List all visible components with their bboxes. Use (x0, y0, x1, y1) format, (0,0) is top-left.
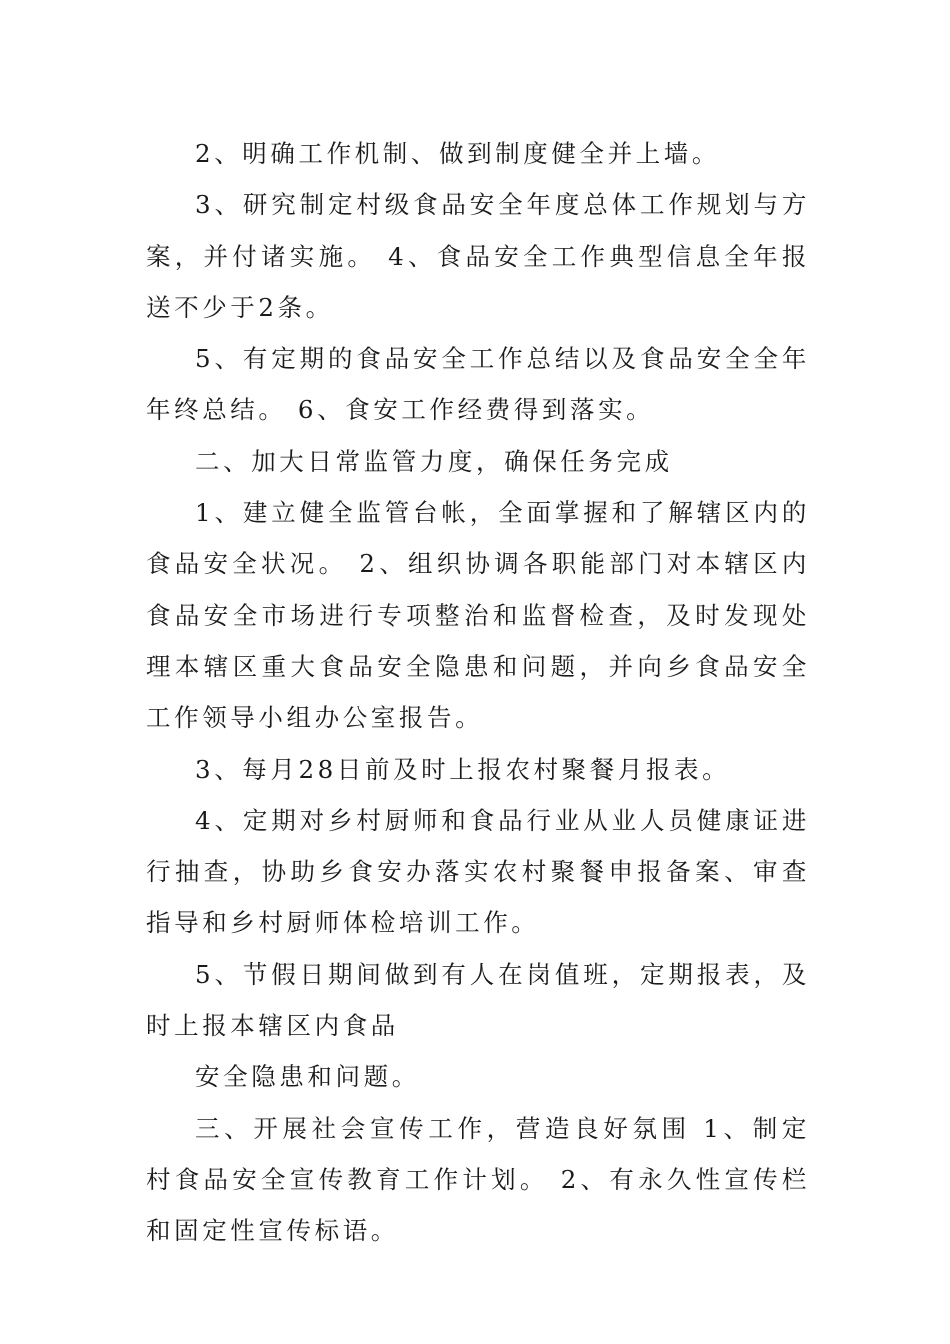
paragraph: 安全隐患和问题。 (195, 1062, 420, 1092)
section-heading: 二、加大日常监管力度，确保任务完成 (195, 446, 673, 476)
paragraph: 1、建立健全监管台帐，全面掌握和了解辖区内的食品安全状况。 2、组织协调各职能部门对本辖区内食品安全市场进行专项整治和监督检查，及时发现处理本辖区重大食品安全隐患和问题，并向乡食品安全工作领导小组办公室报告。 (146, 498, 810, 733)
paragraph: 5、有定期的食品安全工作总结以及食品安全全年年终总结。 6、食安工作经费得到落实。 (146, 344, 810, 425)
paragraph: 3、每月28日前及时上报农村聚餐月报表。 (195, 754, 731, 784)
paragraph: 2、明确工作机制、做到制度健全并上墙。 (195, 139, 720, 168)
paragraph: 4、定期对乡村厨师和食品行业从业人员健康证进行抽查，协助乡食安办落实农村聚餐申报备案、审查指导和乡村厨师体检培训工作。 (146, 805, 810, 938)
paragraph: 三、开展社会宣传工作，营造良好氛围 1、制定村食品安全宣传教育工作计划。 2、有永久性宣传栏和固定性宣传标语。 (146, 1113, 810, 1246)
paragraph: 5、节假日期间做到有人在岗值班，定期报表，及时上报本辖区内食品 (146, 959, 810, 1041)
document-body (146, 128, 810, 1257)
paragraph: 3、研究制定村级食品安全年度总体工作规划与方案，并付诸实施。 4、食品安全工作典型信息全年报送不少于2条。 (146, 190, 810, 322)
